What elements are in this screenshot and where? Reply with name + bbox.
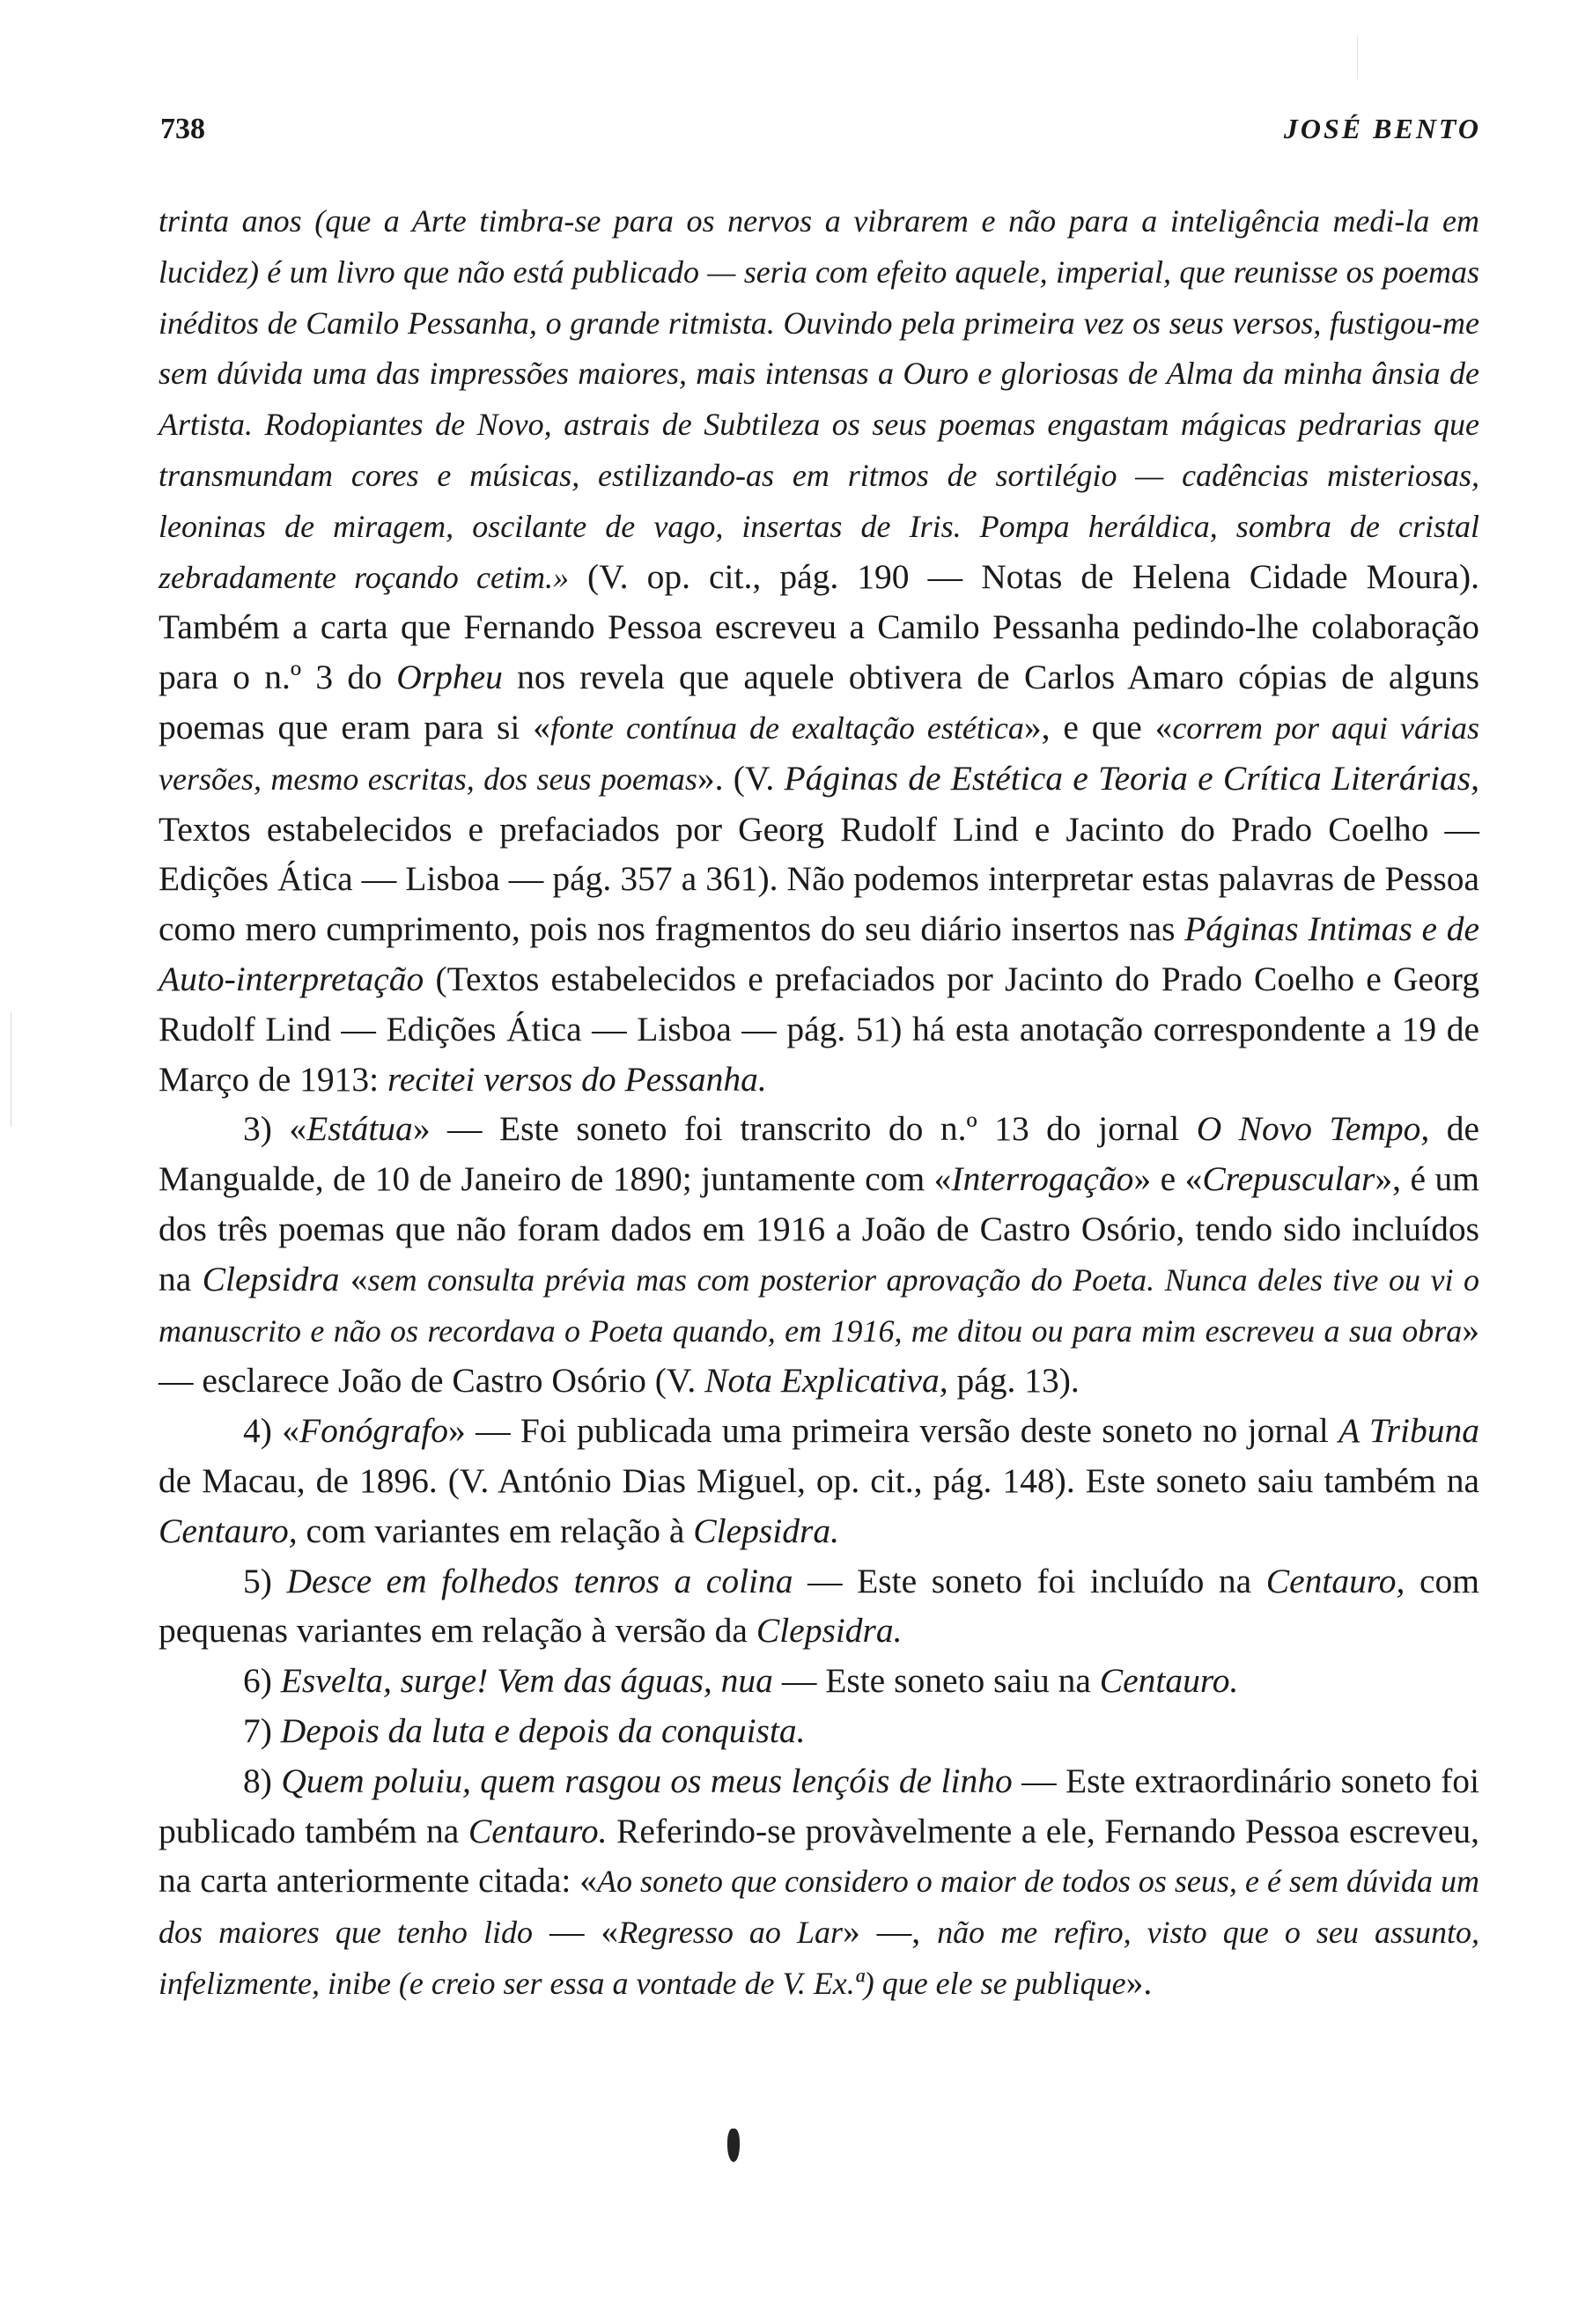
journal-title: A Tribuna [1338, 1411, 1479, 1451]
text-run: 5) [243, 1561, 287, 1600]
text-run: ». [1125, 1962, 1153, 2002]
text-run: — « [533, 1912, 619, 1952]
journal-title: Centauro, [159, 1511, 298, 1550]
text-run: pág. 13). [948, 1361, 1080, 1401]
text-run: » — Este soneto foi transcrito do n.º 13 do jornal [412, 1109, 1197, 1149]
poem-title: Quem poluiu, quem rasgou os meus lençóis de linho [281, 1761, 1013, 1800]
note-5 [159, 1556, 1479, 1657]
pessoa-quote: trinta anos (que a Arte timbra-se para os nervos a vibrarem e não para a inteligência medi-la em lucidez) é um livro que não está publicado — seria com efeito aquele, imperial, que reunisse os poemas inéditos de Camilo Pessanha, o grande ritmista. Ouvindo pela primeira vez os seus versos, fustigou-me sem dúvida uma das impressões maiores, mais intensas a Ouro e gloriosas de Alma da minha ânsia de Artista. Rodopiantes de Novo, astrais de Subtileza os seus poemas engastam mágicas pedrarias que transmundam cores e músicas, estilizando-as em ritmos de sortilégio — cadências misteriosas, leoninas de miragem, oscilante de vago, insertas de Iris. Pompa heráldica, sombra de cristal zebradamente roçando cetim.» [159, 203, 1479, 595]
text-run: — Este extraordinário soneto foi publicado também na [159, 1761, 1480, 1850]
text-run: 6) [243, 1661, 281, 1701]
text-run: com pequenas variantes em relação à versão da [159, 1561, 1480, 1651]
note-8 [159, 1756, 1479, 2009]
text-run: de Mangualde, de 10 de Janeiro de 1890; juntamente com « [159, 1109, 1479, 1199]
poem-title: Fonógrafo [299, 1411, 448, 1451]
quote: Ao soneto que considero o maior de todos os seus, e é sem dúvida um dos maiores que tenho lido [159, 1864, 1480, 1951]
quote: correm por aqui várias versões, mesmo escritas, dos seus poemas [159, 710, 1479, 797]
poem-title: Regresso ao Lar [618, 1915, 844, 1951]
book-title: Clepsidra [202, 1259, 340, 1298]
text-run: ». (V. [697, 758, 785, 798]
quote: recitei versos do Pessanha. [387, 1059, 767, 1099]
text-run: », e que « [1023, 707, 1173, 746]
book-title: Clepsidra. [756, 1611, 903, 1651]
text-run: Referindo-se provàvelmente a ele, Fernando Pessoa escreveu, na carta anteriormente citada: « [159, 1811, 1479, 1901]
text-run: com variantes em relação à [297, 1511, 694, 1550]
quote: sem consulta prévia mas com posterior aprovação do Poeta. Nunca deles tive ou vi o manuscrito e não os recordava o Poeta quando, em 1916, me ditou ou para mim escreveu a sua obra [159, 1261, 1479, 1349]
text-run: » e « [1133, 1159, 1203, 1199]
text-run: — Este soneto saiu na [772, 1661, 1100, 1701]
poem-title: Depois da luta e depois da conquista. [280, 1710, 806, 1750]
book-title: Páginas Intimas e de Auto-interpretação [159, 909, 1479, 998]
page-number: 738 [160, 113, 205, 145]
journal-title: Centauro. [468, 1811, 608, 1850]
paragraph-continuation [159, 195, 1479, 1104]
text-run: de Macau, de 1896. (V. António Dias Miguel, op. cit., pág. 148). Este soneto saiu também na [159, 1460, 1479, 1500]
poem-title: Desce em folhedos tenros a colina [286, 1561, 793, 1600]
note-7 [159, 1706, 1479, 1756]
text-run: », é um dos três poemas que não foram dados em 1916 a João de Castro Osório, tendo sido incluídos na [159, 1159, 1479, 1298]
ink-blot [727, 2129, 740, 2162]
scan-margin-line [1357, 35, 1358, 79]
book-title: Nota Explicativa, [704, 1361, 948, 1401]
text-run: 7) [243, 1710, 281, 1750]
text-run: Textos estabelecidos e prefaciados por Georg Rudolf Lind e Jacinto do Prado Coelho — Edições Ática — Lisboa — pág. 357 a 361). Não podemos interpretar estas palavras de Pessoa como mero cumprimento, pois nos fragmentos do seu diário insertos nas [159, 809, 1479, 949]
note-3 [159, 1104, 1479, 1406]
quote: não me refiro, visto que o seu assunto, infelizmente, inibe (e creio ser essa a vontade de V. Ex.ª) que ele se publique [159, 1915, 1480, 2001]
running-head: JOSÉ BENTO [1283, 113, 1481, 144]
book-title: Páginas de Estética e Teoria e Crítica Literárias, [784, 758, 1479, 798]
text-run: nos revela que aquele obtivera de Carlos Amaro cópias de alguns poemas que eram para si « [159, 658, 1479, 746]
page-header [160, 113, 1481, 146]
poem-title: Esvelta, surge! Vem das águas, nua [280, 1661, 773, 1701]
text-run: (Textos estabelecidos e prefaciados por Jacinto do Prado Coelho e Georg Rudolf Lind — Edições Ática — Lisboa — pág. 51) há esta anotação correspondente a 19 de Março de 1913: [159, 959, 1479, 1099]
note-4 [159, 1406, 1479, 1555]
journal-title: Centauro. [1099, 1661, 1239, 1701]
text-run: (V. op. cit., pág. 190 — Notas de Helena Cidade Moura). Também a carta que Fernando Pessoa escreveu a Camilo Pessanha pedindo-lhe colaboração para o n.º 3 do [159, 556, 1479, 697]
note-6 [159, 1656, 1479, 1706]
journal-title: O Novo Tempo, [1196, 1109, 1430, 1149]
text-run: « [339, 1259, 368, 1298]
quote: fonte contínua de exaltação estética [550, 710, 1024, 746]
journal-title: Orpheu [396, 658, 503, 697]
text-body [159, 195, 1479, 2009]
journal-title: Centauro, [1265, 1561, 1405, 1600]
book-title: Clepsidra. [693, 1511, 839, 1550]
text-run: 4) « [243, 1411, 299, 1451]
poem-title: Estátua [306, 1109, 413, 1149]
text-run: — Este soneto foi incluído na [793, 1561, 1266, 1600]
text-run: » — esclarece João de Castro Osório (V. [159, 1310, 1479, 1401]
text-run: 8) [243, 1761, 282, 1800]
text-run: » — Foi publicada uma primeira versão deste soneto no jornal [447, 1411, 1339, 1451]
poem-title: Crepuscular [1202, 1159, 1375, 1199]
text-run: 3) « [243, 1109, 307, 1149]
text-run: » —, [843, 1912, 938, 1952]
poem-title: Interrogação [951, 1159, 1134, 1199]
